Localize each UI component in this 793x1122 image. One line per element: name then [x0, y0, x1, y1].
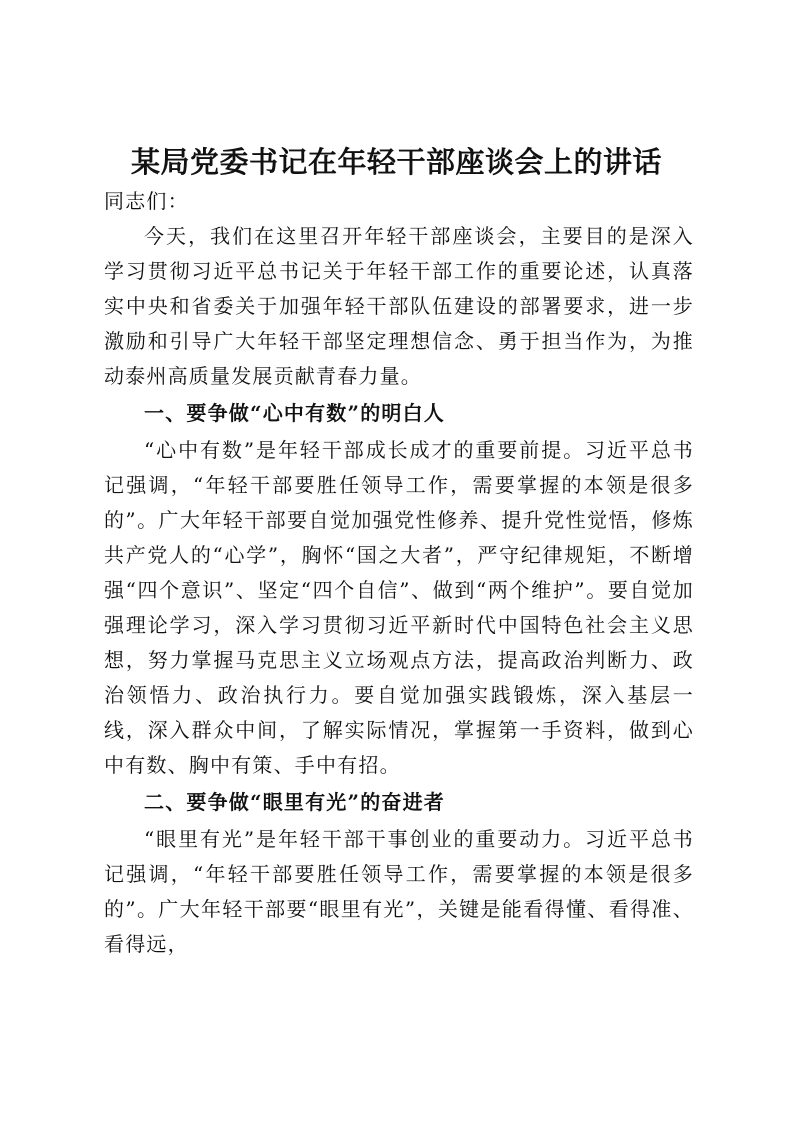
section-2-paragraph: “眼里有光”是年轻干部干事创业的重要动力。习近平总书记强调，“年轻干部要胜任领导工作，需要掌握的本领是很多的”。广大年轻干部要“眼里有光”，关键是能看得懂、看得准、看得远， [104, 827, 694, 956]
document-title: 某局党委书记在年轻干部座谈会上的讲话 [130, 145, 662, 179]
salutation: 同志们： [104, 189, 189, 213]
document-body [104, 184, 694, 962]
intro-paragraph: 今天，我们在这里召开年轻干部座谈会，主要目的是深入学习贯彻习近平总书记关于年轻干部工作的重要论述，认真落实中央和省委关于加强年轻干部队伍建设的部署要求，进一步激励和引导广大年轻干部坚定理想信念、勇于担当作为，为推动泰州高质量发展贡献青春力量。 [104, 224, 694, 388]
section-2-heading: 二、要争做“眼里有光”的奋进者 [144, 790, 446, 814]
section-1-heading: 一、要争做“心中有数”的明白人 [144, 401, 446, 425]
section-1-paragraph: “心中有数”是年轻干部成长成才的重要前提。习近平总书记强调，“年轻干部要胜任领导工作，需要掌握的本领是很多的”。广大年轻干部要自觉加强党性修养、提升党性觉悟，修炼共产党人的“心学”，胸怀“国之大者”，严守纪律规矩，不断增强“四个意识”、坚定“四个自信”、做到“两个维护”。要自觉加强理论学习，深入学习贯彻习近平新时代中国特色社会主义思想，努力掌握马克思主义立场观点方法，提高政治判断力、政治领悟力、政治执行力。要自觉加强实践锻炼，深入基层一线，深入群众中间，了解实际情况，掌握第一手资料，做到心中有数、胸中有策、手中有招。 [104, 438, 694, 777]
